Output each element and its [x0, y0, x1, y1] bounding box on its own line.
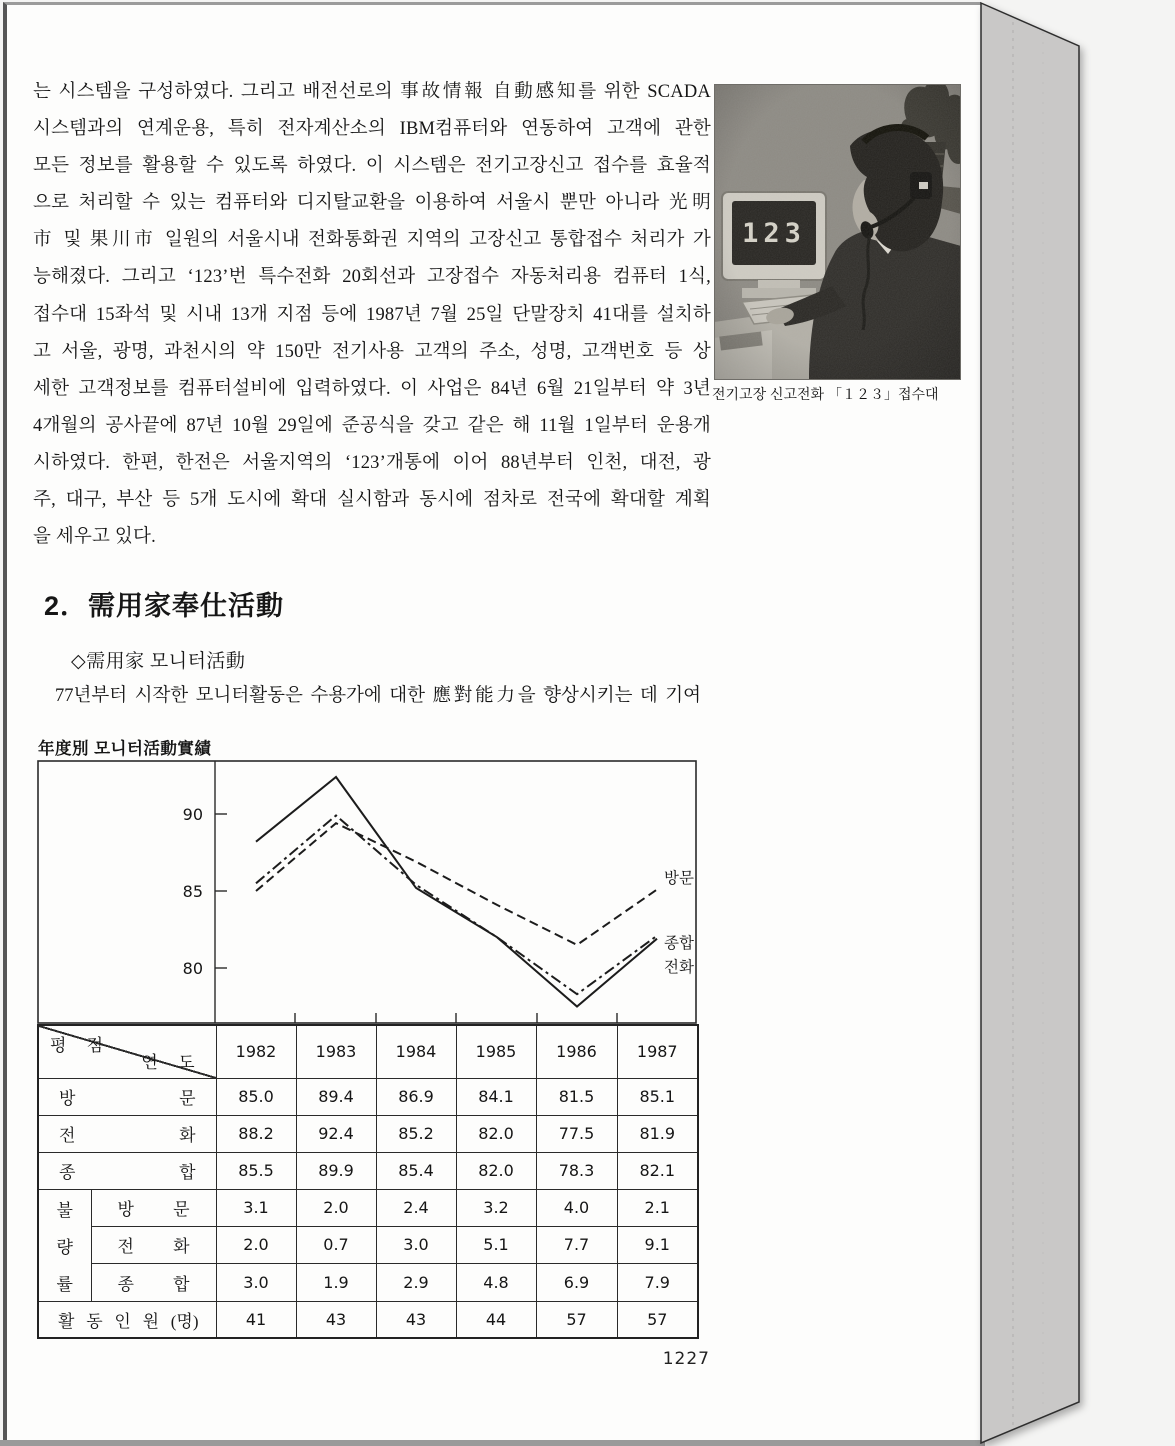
body-text-line: 시스템과의 연계운용, 특히 전자계산소의 IBM컴퓨터와 연동하여 고객에 관한	[33, 119, 711, 140]
table-row	[38, 1189, 698, 1226]
table-row	[38, 1115, 698, 1152]
intro-line: 77년부터 시작한 모니터활동은 수용가에 대한 應對能力을 향상시키는 데 기여	[55, 686, 701, 706]
value-cell: 3.2	[456, 1189, 536, 1226]
value-cell: 44	[456, 1301, 536, 1338]
photo-caption: 전기고장 신고전화 「１２３」접수대	[712, 386, 939, 402]
photo	[714, 84, 961, 380]
value-cell: 3.1	[216, 1189, 296, 1226]
y-tick-label: 90	[182, 805, 203, 824]
value-cell: 43	[296, 1301, 376, 1338]
value-cell: 81.5	[536, 1078, 617, 1115]
table-row	[38, 1301, 698, 1338]
year-header-cell: 1984	[376, 1025, 456, 1078]
sub-heading: ◇需用家 모니터活動	[71, 651, 246, 672]
value-cell: 2.9	[376, 1264, 456, 1301]
section-heading: 2．需用家奉仕活動	[44, 591, 285, 621]
body-text-line: 고 서울, 광명, 과천시의 약 150만 전기사용 고객의 주소, 성명, 고객번호 등 상	[33, 341, 711, 362]
year-header-cell: 1987	[617, 1025, 698, 1078]
y-tick-label: 80	[182, 959, 203, 978]
chart-frame	[38, 761, 696, 1023]
value-cell: 1.9	[296, 1264, 376, 1301]
body-text-line: 주, 대구, 부산 등 5개 도시에 확대 실시함과 동시에 점차로 전국에 확대할 계획	[33, 490, 711, 511]
row-label-cell: 방 문	[38, 1078, 216, 1115]
series-line-전화	[256, 777, 657, 1007]
value-cell: 2.4	[376, 1189, 456, 1226]
results-table	[37, 1024, 699, 1339]
defect-group-cell: 불 량 률	[38, 1189, 91, 1301]
value-cell: 86.9	[376, 1078, 456, 1115]
series-line-방문	[256, 823, 657, 945]
value-cell: 78.3	[536, 1152, 617, 1189]
row-label-cell: 종 합	[38, 1152, 216, 1189]
value-cell: 6.9	[536, 1264, 617, 1301]
table-row	[38, 1152, 698, 1189]
value-cell: 7.9	[617, 1264, 698, 1301]
chart-title: 年度別 모니터活動實績	[38, 740, 212, 758]
table-header-row	[38, 1025, 698, 1078]
body-text	[33, 74, 711, 556]
value-cell: 84.1	[456, 1078, 536, 1115]
value-cell: 85.1	[617, 1078, 698, 1115]
value-cell: 92.4	[296, 1115, 376, 1152]
year-header-cell: 1986	[536, 1025, 617, 1078]
value-cell: 4.8	[456, 1264, 536, 1301]
value-cell: 81.9	[617, 1115, 698, 1152]
series-line-종합	[256, 816, 657, 995]
body-text-line: 능해졌다. 그리고 ‘123’번 특수전화 20회선과 고장접수 자동처리용 컴퓨터 1식,	[33, 267, 711, 288]
page-number: 1227	[662, 1349, 710, 1369]
row-label-cell: 방 문	[91, 1189, 216, 1226]
value-cell: 82.0	[456, 1115, 536, 1152]
row-label-cell: 전 화	[38, 1115, 216, 1152]
year-header-cell: 1983	[296, 1025, 376, 1078]
photo-illustration	[714, 84, 961, 380]
body-text-line: 을 세우고 있다.	[33, 527, 156, 548]
body-text-line: 모든 정보를 활용할 수 있도록 하였다. 이 시스템은 전기고장신고 접수를 효율적	[33, 156, 711, 177]
value-cell: 77.5	[536, 1115, 617, 1152]
value-cell: 3.0	[376, 1226, 456, 1263]
table-row	[38, 1078, 698, 1115]
series-label: 방문	[664, 870, 694, 887]
fore-edge-panel	[981, 3, 1079, 1443]
value-cell: 57	[536, 1301, 617, 1338]
series-label: 종합	[664, 935, 694, 952]
value-cell: 85.2	[376, 1115, 456, 1152]
value-cell: 2.0	[296, 1189, 376, 1226]
value-cell: 4.0	[536, 1189, 617, 1226]
value-cell: 9.1	[617, 1226, 698, 1263]
body-text-line: 市 및 果川市 일원의 서울시내 전화통화권 지역의 고장신고 통합접수 처리가 가	[33, 230, 711, 251]
value-cell: 89.9	[296, 1152, 376, 1189]
body-text-line: 는 시스템을 구성하였다. 그리고 배전선로의 事故情報 自動感知를 위한 SCADA	[33, 82, 711, 102]
body-text-line: 접수대 15좌석 및 시내 13개 지점 등에 1987년 7월 25일 단말장치 41대를 설치하	[33, 304, 711, 325]
body-text-line: 시하였다. 한편, 한전은 서울지역의 ‘123’개통에 이어 88년부터 인천, 대전, 광	[33, 452, 711, 473]
y-tick-label: 85	[182, 882, 203, 901]
value-cell: 7.7	[536, 1226, 617, 1263]
line-chart	[37, 760, 697, 1024]
page-bottom-edge	[0, 1440, 985, 1446]
value-cell: 43	[376, 1301, 456, 1338]
table-row	[38, 1226, 698, 1263]
body-text-line: 으로 처리할 수 있는 컴퓨터와 디지탈교환을 이용하여 서울시 뿐만 아니라 光明	[33, 193, 711, 214]
row-label-cell: 종 합	[91, 1264, 216, 1301]
table-row	[38, 1264, 698, 1301]
value-cell: 41	[216, 1301, 296, 1338]
year-header-cell: 1982	[216, 1025, 296, 1078]
row-label-cell: 전 화	[91, 1226, 216, 1263]
year-header-cell: 1985	[456, 1025, 536, 1078]
value-cell: 85.5	[216, 1152, 296, 1189]
value-cell: 88.2	[216, 1115, 296, 1152]
value-cell: 89.4	[296, 1078, 376, 1115]
body-text-line: 세한 고객정보를 컴퓨터설비에 입력하였다. 이 사업은 84년 6월 21일부터 약 3년	[33, 378, 711, 399]
monitor-results-table	[37, 1024, 699, 1339]
series-label: 전화	[664, 959, 694, 976]
value-cell: 82.0	[456, 1152, 536, 1189]
value-cell: 3.0	[216, 1264, 296, 1301]
value-cell: 2.1	[617, 1189, 698, 1226]
value-cell: 85.0	[216, 1078, 296, 1115]
body-text-line: 4개월의 공사끝에 87년 10월 29일에 준공식을 갖고 같은 해 11월 1일부터 운용개	[33, 415, 711, 436]
value-cell: 82.1	[617, 1152, 698, 1189]
value-cell: 5.1	[456, 1226, 536, 1263]
row-label-cell: 활 동 인 원 (명)	[38, 1301, 216, 1338]
value-cell: 57	[617, 1301, 698, 1338]
corner-cell: 평 점 연 도	[38, 1025, 216, 1078]
value-cell: 0.7	[296, 1226, 376, 1263]
value-cell: 85.4	[376, 1152, 456, 1189]
value-cell: 2.0	[216, 1226, 296, 1263]
